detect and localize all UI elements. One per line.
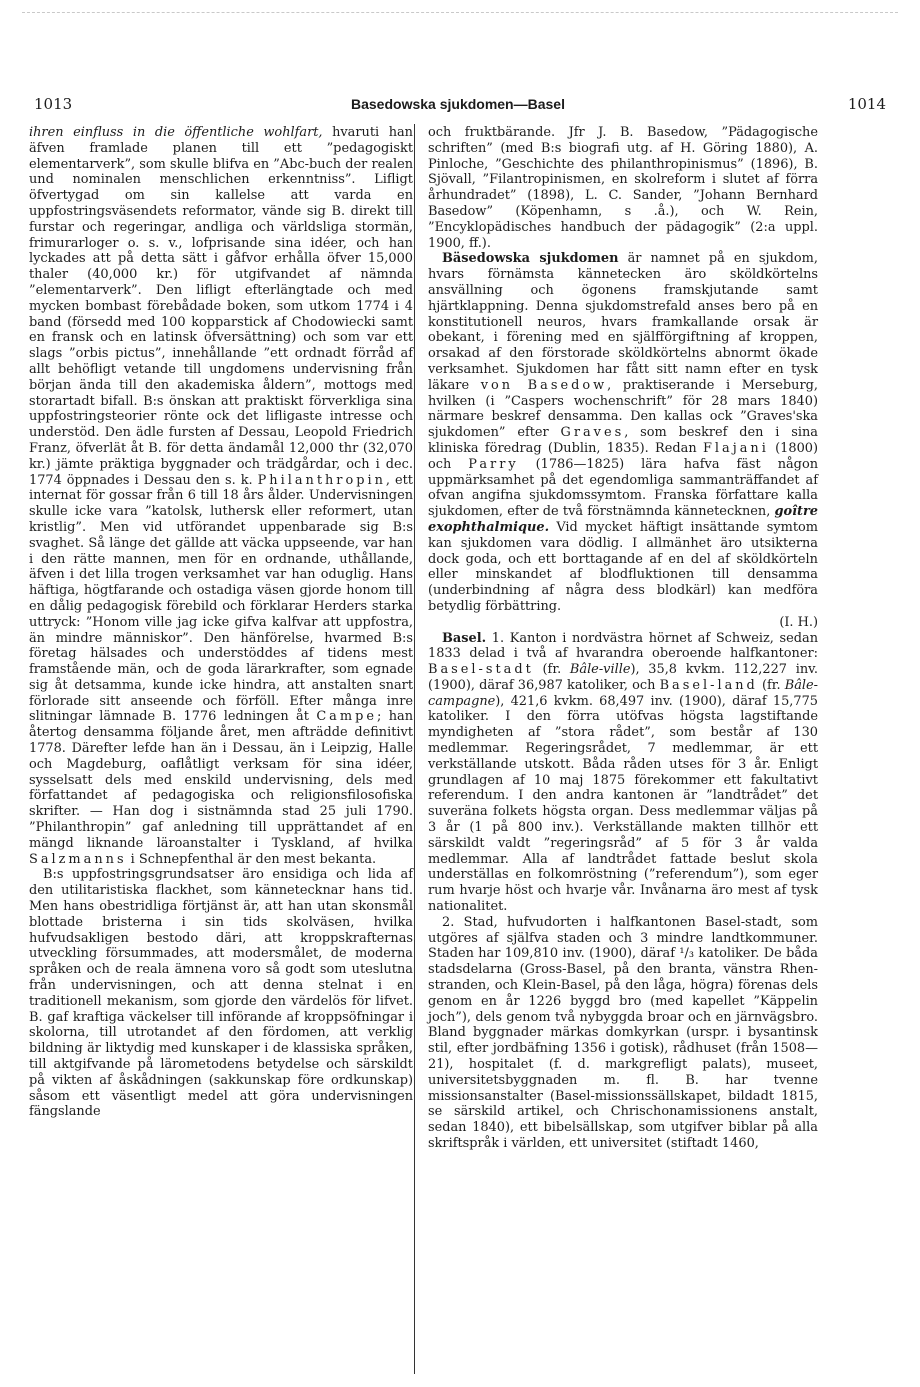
spaced-name-basel-stadt: Basel-stadt bbox=[428, 662, 534, 678]
basedow-principles-paragraph: B:s uppfostringsgrundsatser äro ensidiga och lida af den utilitaristiska flackhet, som kännetecknar hans tid. Men hans obestridliga förtjänst är, att han utan skonsmål blottade bristerna i sin tids skolväsen, hvilka hufvudsakligen bestodo däri, att kroppskrafternas utveckling försummades, att modersmålet, de moderna språken och de reala ämnena voro så godt som uteslutna från undervisningen, och att denna stelnat i en traditionell mekanism, som gjorde den värdelös för lifvet. B. gaf kraftiga väckelser till införande af kroppsöfningar i skolorna, till utrotandet af den fördomen, att verklig bildning är liktydig med kunskaper i de klassiska språken, till aktgifvande på lärometodens betydelse och särskildt på vikten af åskådningen (sakkunskap före ordkunskap) såsom ett väsentligt medel att göra undervisningen fängslande bbox=[29, 867, 413, 1120]
column-divider bbox=[414, 124, 415, 1374]
entry-basel-city: 2. Stad, hufvudorten i halfkantonen Basel-stadt, som utgöres af själfva staden och 3 mindre landtkommuner. Staden har 109,810 inv. (1900), däraf ¹/₃ katoliker. De båda stadsdelarna (Gross-Basel, på den branta, vänstra Rhen-stranden, och Klein-Basel, på den låga, högra) förenas dels genom en år 1226 byggd bro (med kapellet ”Käppelin joch”), dels genom två nybyggda broar och en järnvägsbro. Bland byggnader märkas domkyrkan (urspr. i bysantinsk stil, efter jordbäfning 1356 i gotisk), rådhuset (från 1508—21), hospitalet (f. d. markgrefligt palats), museet, universitetsbyggnaden m. fl. B. har tvenne missionsanstalter (Basel-missionssällskapet, bildadt 1815, se särskild artikel, och Chrischonamissionens anstalt, sedan 1840), ett bibelsällskap, som utgifver biblar på alla skriftspråk i världen, ett universitet (stiftadt 1460, bbox=[428, 914, 818, 1151]
italic-bale-ville: Bâle-ville bbox=[569, 662, 631, 678]
spaced-name-basel-land: Basel-land bbox=[659, 677, 758, 693]
page-number-right: 1014 bbox=[847, 95, 886, 113]
spaced-name-graves: Graves bbox=[560, 425, 625, 441]
spaced-name-campe: Campe bbox=[316, 709, 377, 725]
left-column bbox=[29, 125, 413, 1120]
entry-basel-canton: Basel. 1. Kanton i nordvästra hörnet af Schweiz, sedan 1833 delad i två af hvarandra oberoende halfkantoner: Basel-stadt (fr. Bâle-ville), 35,8 kvkm. 112,227 inv. (1900), däraf 36,987 katoliker, och Basel-land (fr. Bâle-campagne), 421,6 kvkm. 68,497 inv. (1900), däraf 15,775 katoliker. I den förra utöfvas högsta lagstiftande myndigheten af ”stora rådet”, som består af 130 medlemmar. Regeringsrådet, 7 medlemmar, är ett verkställande utskott. Båda råden utses för 3 år. Enligt grundlagen af 10 maj 1875 förekommer ett fakultativt referendum. I den andra kantonen är ”landtrådet” det suveräna folkets högsta organ. Dess medlemmar väljas på 3 år (1 på 800 inv.). Verkställande makten tillhör ett särskildt valdt ”regeringsråd” af 5 för 3 år valda medlemmar. Alla af landtrådet fattade beslut skola underställas en folkomröstning (”referendum”), som eger rum hvarje höst och hvarje vår. Invånarna äro mest af tysk nationalitet. bbox=[428, 630, 818, 915]
spaced-name-salzmann: Salzmanns bbox=[29, 851, 127, 867]
running-title: Basedowska sjukdomen—Basel bbox=[351, 96, 565, 112]
page-number-left: 1013 bbox=[34, 95, 73, 113]
spaced-name-flajani: Flajani bbox=[702, 440, 769, 456]
entry-basedowska-sjukdomen: Bäsedowska sjukdomen är namnet på en sjukdom, hvars förnämsta kännetecken äro sköldkörtelns ansvällning och ögonens framskjutande samt hjärtklappning. Denna sjukdomstrefald anses bero på en konstitutionell neuros, hvars framkallande orsak är obekant, i förening med en själfförgiftning af kroppen, orsakad af den förstorade sköldkörtelns abnormt ökade verksamhet. Sjukdomen har fått sitt namn efter en tysk läkare von Basedow, praktiserande i Merseburg, hvilken (i ”Caspers wochenschrift” för 28 mars 1840) närmare beskref densamma. Den kallas ock ”Graves'ska sjukdomen” efter Graves, som beskref den i sina kliniska föredrag (Dublin, 1835). Redan Flajani (1800) och Parry (1786—1825) lära hafva fäst någon uppmärksamhet på det egendomliga sammanträffandet af ofvan angifna sjukdomssymtom. Franska författare kalla sjukdomen, efter de två förstnämnda kännetecknen, goître exophthalmique. Vid mycket häftigt insättande symtom kan sjukdomen vara dödlig. I allmänhet äro utsikterna dock goda, och ett borttagande af en del af sköldkörteln eller minskandet af blodfluktionen till densamma (underbindning af några dess blodkärl) kan medföra betydlig förbättring. (I. H.) bbox=[428, 251, 819, 630]
references-paragraph: och fruktbärande. Jfr J. B. Basedow, ”Pädagogische schriften” (med B:s biografi utg. af H. Göring 1880), A. Pinloche, ”Geschichte des philanthropinismus” (1896), B. Sjövall, ”Filantropinismen, en skolreform i slutet af förra århundradet” (1898), L. C. Sander, ”Johann Bernhard Basedow” (Köpenhamn, s .å.), och W. Rein, ”Encyklopädisches handbuch der pädagogik” (2:a uppl. 1900, ff.). bbox=[428, 125, 818, 251]
spaced-name-parry: Parry bbox=[468, 456, 519, 472]
italic-bale-campagne: Bâle-campagne bbox=[428, 677, 818, 709]
italic-term: goître exophthalmique. bbox=[428, 504, 818, 535]
top-rule bbox=[22, 12, 898, 13]
headword-basel: Basel. bbox=[442, 630, 487, 646]
spaced-name-von-basedow: von Basedow bbox=[480, 377, 608, 393]
basedow-biography-paragraph: ihren einfluss in die öffentliche wohlfart, hvaruti han äfven framlade planen till ett ”pedagogiskt elementarverk”, som skulle blifva en ”Abc-buch der realen und nominalen menschlichen erkenntniss”. Lifligt öfvertygad om sin kallelse att varda en uppfostringsväsendets reformator, vände sig B. direkt till furstar och regeringar, andliga och världsliga stormän, frimurarloger o. s. v., lofprisande sina idéer, och han lyckades att på detta sätt i gåfvor erhålla öfver 15,000 thaler (40,000 kr.) för utgifvandet af nämnda ”elementarverk”. Den lifligt efterlängtade och med mycken bombast förebådade boken, som utkom 1774 i 4 band (försedd med 100 kopparstick af Chodowiecki samt en fransk och en latinsk öfversättning) och som var ett slags ”orbis pictus”, innehållande ”ett ordnadt förråd af allt behöfligt vetande till ungdomens undervisning från början ända till den akademiska åldern”, mottogs med storartadt bifall. B:s önskan att praktiskt förverkliga sina uppfostringsteorier rönte ock det lifligaste intresse och understöd. Den ädle fursten af Dessau, Leopold Friedrich Franz, öfverlät åt B. för detta ändamål 12,000 thr (32,070 kr.) jämte präktiga byggnader och trädgårdar, och i dec. 1774 öppnades i Dessau den s. k. Philanthropin, ett internat för gossar från 6 till 18 års ålder. Undervisningen skulle icke vara ”katolsk, luthersk eller reformert, utan kristlig”. Men vid utförandet uppenbarade sig B:s svaghet. Så länge det gällde att väcka uppseende, var han i den rätte mannen, men för en ordnande, uthållande, äfven i det lilla trogen verksamhet var han oduglig. Hans häftiga, högtfarande och ostadiga väsen gjorde honom till en dålig pedagogisk förebild och förklarar Herders starka uttryck: ”Honom ville jag icke gifva kalfvar att uppfostra, än mindre människor”. Den hänförelse, hvarmed B:s företag hälsades och understöddes af tidens mest framstående män, och de goda lärarkrafter, som egnade sig åt detsamma, kunde icke hindra, att anstalten snart förlorade sitt anseende och förföll. Efter många inre slitningar lämnade B. 1776 ledningen åt Campe; han återtog densamma följande året, men afträdde definitivt 1778. Därefter lefde han än i Dessau, än i Leipzig, Halle och Magdeburg, oaflåtligt verksam för sina idéer, sysselsatt dels med enskild undervisning, dels med författandet af pedagogiska och religionsfilosofiska skrifter. — Han dog i sistnämnda stad 25 juli 1790. ”Philanthropin” gaf anledning till upprättandet af en mängd liknande läroanstalter i Tyskland, af hvilka Salzmanns i Schnepfenthal är den mest bekanta. bbox=[29, 125, 413, 867]
author-signature: (I. H.) bbox=[779, 614, 818, 630]
italic-quote: ihren einfluss in die öffentliche wohlfart, bbox=[29, 125, 323, 140]
spaced-name-philanthropin: Philanthropin bbox=[257, 472, 386, 488]
headword-basedowska: Bäsedowska sjukdomen bbox=[442, 251, 619, 267]
page-header bbox=[30, 94, 886, 116]
right-column bbox=[428, 125, 818, 1152]
